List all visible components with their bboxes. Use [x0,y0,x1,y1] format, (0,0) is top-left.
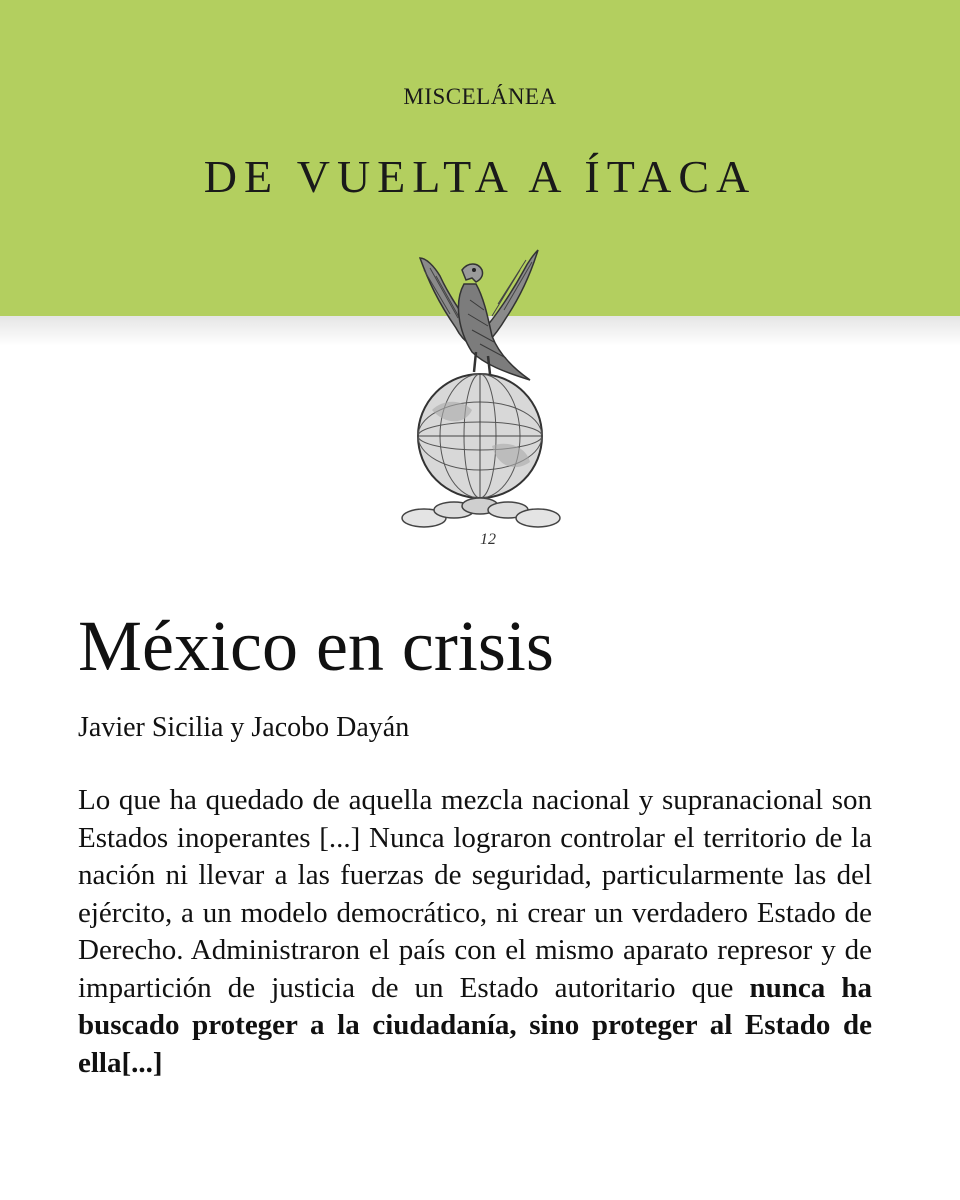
article-body [78,782,872,1082]
section-label: MISCELÁNEA [403,84,557,109]
byline: Javier Sicilia y Jacobo Dayán [78,712,410,743]
plate-number: 12 [480,531,496,548]
series-title: DE VUELTA A ÍTACA [203,151,757,202]
article-title: México en crisis [78,606,554,686]
body-bold-text: nunca ha buscado proteger a la ciudadanía, sino proteger al Estado de ella[...] [78,971,872,1079]
body-regular-text: Lo que ha quedado de aquella mezcla nacional y supranacional son Estados inoperantes [...] Nunca lograron controlar el territorio de la nación ni llevar a las fuerzas de seguridad, particularmente las del ejército, a un modelo democrático, ni crear un verdadero Estado de Derecho. Administraron el país con el mismo aparato represor y de impartición de justicia de un Estado autoritario que [78,784,872,1004]
eagle-on-globe-icon [380,240,580,560]
